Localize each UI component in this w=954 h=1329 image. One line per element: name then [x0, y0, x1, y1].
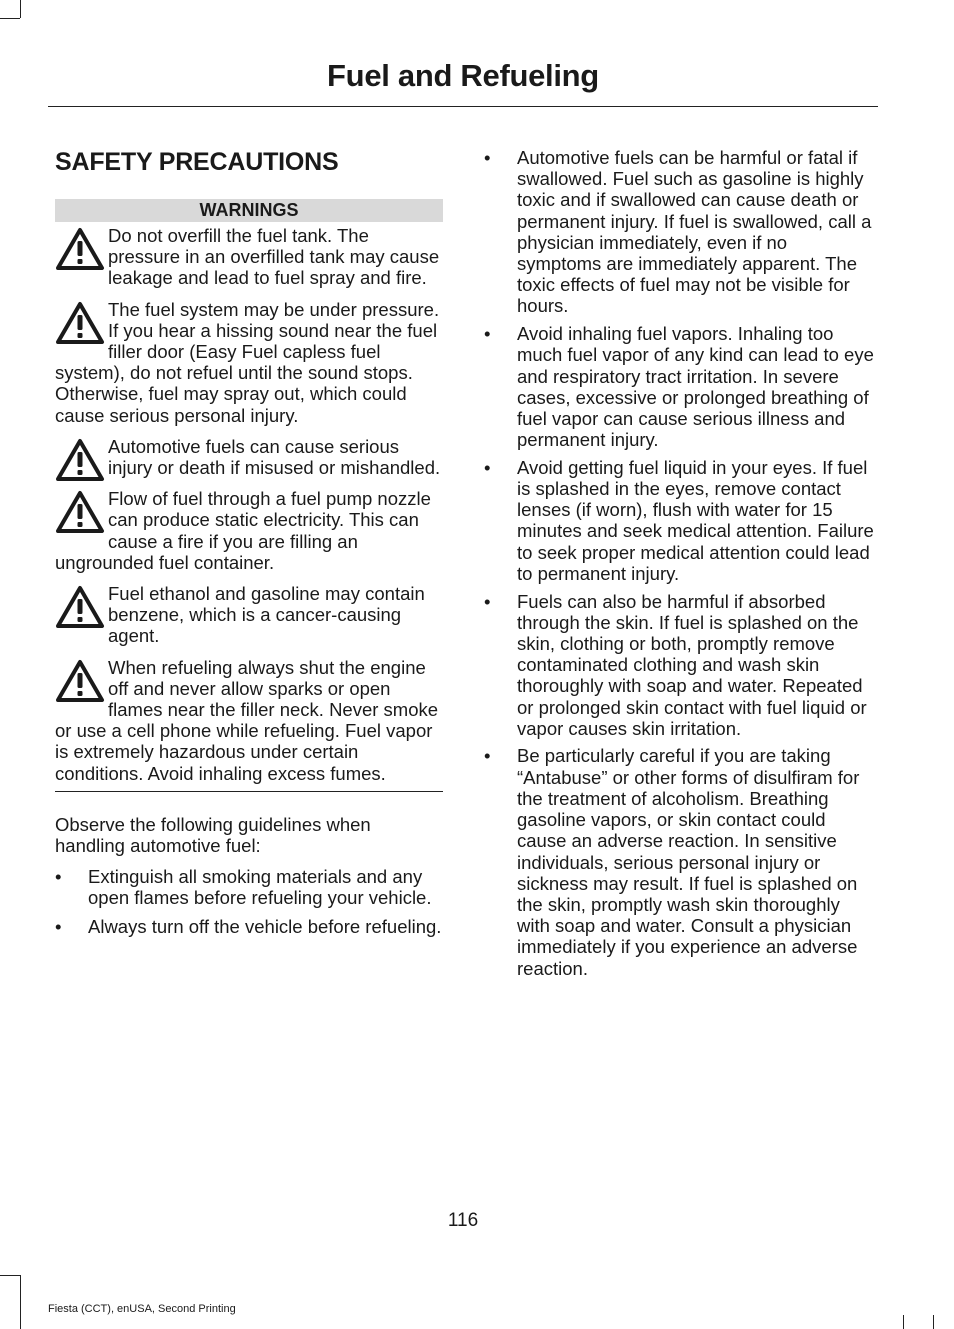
bullet-marker: •: [55, 915, 62, 937]
bullet-marker: •: [484, 745, 491, 767]
warning-triangle-icon: [55, 658, 105, 704]
list-item-text: Avoid getting fuel liquid in your eyes. If fuel is splashed in the eyes, remove contact lenses (if worn), flush with water for 15 minutes and seek medical attention. Failure to seek proper medical attention could lead to permanent injury.: [517, 456, 874, 584]
crop-mark: [0, 1275, 20, 1276]
section-heading: SAFETY PRECAUTIONS: [55, 148, 339, 176]
crop-mark: [933, 1315, 934, 1329]
page-title: Fuel and Refueling: [327, 58, 599, 93]
bullet-marker: •: [484, 590, 491, 612]
warning-text: Do not overfill the fuel tank. The pressure in an overfilled tank may cause leakage and lead to fuel spray and fire.: [108, 225, 440, 289]
warning-triangle-icon: [55, 584, 105, 630]
guidelines-list-left: [55, 866, 443, 937]
title-divider: [48, 106, 878, 107]
crop-mark: [20, 1275, 21, 1329]
edition-footer: Fiesta (CCT), enUSA, Second Printing: [48, 1303, 236, 1315]
warning-item: [55, 436, 443, 478]
list-item: [484, 457, 876, 584]
warning-item: [55, 299, 443, 426]
crop-mark: [903, 1315, 904, 1329]
list-item-text: Avoid inhaling fuel vapors. Inhaling too much fuel vapor of any kind can lead to eye and respiratory tract irritation. In severe cases, excessive or prolonged breathing of fuel vapor can cause serious illness and permanent injury.: [517, 323, 874, 451]
warning-triangle-icon: [55, 300, 105, 346]
warning-text: When refueling always shut the engine off and never allow sparks or open flames near the filler neck. Never smoke or use a cell phone while refueling. Fuel vapor is extremely hazardous under certain conditions. Avoid inhaling excess fumes.: [55, 656, 439, 784]
list-item: [55, 916, 443, 937]
warning-item: [55, 225, 443, 289]
list-item-text: Fuels can also be harmful if absorbed through the skin. If fuel is splashed on the skin, clothing or both, promptly remove contaminated clothing and wash skin thoroughly with soap and water. Repeated or prolonged skin contact with fuel liquid or vapor causes skin irritation.: [517, 590, 867, 739]
crop-mark: [20, 0, 21, 18]
list-item: [484, 591, 876, 739]
warnings-list: [55, 225, 443, 784]
warning-triangle-icon: [55, 226, 105, 272]
bullet-marker: •: [484, 147, 491, 168]
bullet-marker: •: [484, 456, 491, 478]
left-column: [55, 147, 443, 944]
list-item: [484, 745, 876, 978]
warning-triangle-icon: [55, 489, 105, 535]
list-item: [55, 866, 443, 908]
page-number: 116: [447, 1210, 479, 1231]
right-column: [484, 147, 876, 985]
warnings-end-divider: [55, 791, 443, 792]
warning-text: Automotive fuels can cause serious injury or death if misused or mishandled.: [108, 435, 441, 479]
warning-text: Fuel ethanol and gasoline may contain benzene, which is a cancer-causing agent.: [108, 583, 425, 647]
warning-item: [55, 488, 443, 573]
bullet-marker: •: [484, 323, 491, 345]
guidelines-list-right: [484, 147, 876, 979]
warnings-label: WARNINGS: [55, 199, 443, 222]
guidelines-intro: Observe the following guidelines when handling automotive fuel:: [55, 813, 371, 857]
warning-triangle-icon: [55, 437, 105, 483]
bullet-marker: •: [55, 866, 62, 888]
list-item: [484, 323, 876, 450]
warning-text: The fuel system may be under pressure. If you hear a hissing sound near the fuel filler door (Easy Fuel capless fuel system), do not refuel until the sound stops. Otherwise, fuel may spray out, which could cause serious personal injury.: [55, 298, 440, 426]
warning-item: [55, 657, 443, 784]
warning-text: Flow of fuel through a fuel pump nozzle can produce static electricity. This can cause a fire if you are filling an ungrounded fuel container.: [55, 488, 431, 573]
list-item: [484, 147, 876, 317]
list-item-text: Automotive fuels can be harmful or fatal if swallowed. Fuel such as gasoline is highly toxic and if swallowed can cause death or permanent injury. If fuel is swallowed, call a physician immediately, even if no symptoms are immediately apparent. The toxic effects of fuel may not be visible for hours.: [517, 147, 872, 317]
list-item-text: Be particularly careful if you are taking “Antabuse” or other forms of disulfiram for the treatment of alcoholism. Breathing gasoline vapors, or skin contact could cause an adverse reaction. In sensitive individuals, serious personal injury or sickness may result. If fuel is splashed on the skin, promptly wash skin thoroughly with soap and water. Consult a physician immediately if you experience an adverse reaction.: [517, 745, 860, 979]
list-item-text: Always turn off the vehicle before refueling.: [88, 915, 442, 937]
crop-mark: [0, 18, 20, 19]
list-item-text: Extinguish all smoking materials and any open flames before refueling your vehicle.: [88, 866, 432, 909]
warning-item: [55, 583, 443, 647]
